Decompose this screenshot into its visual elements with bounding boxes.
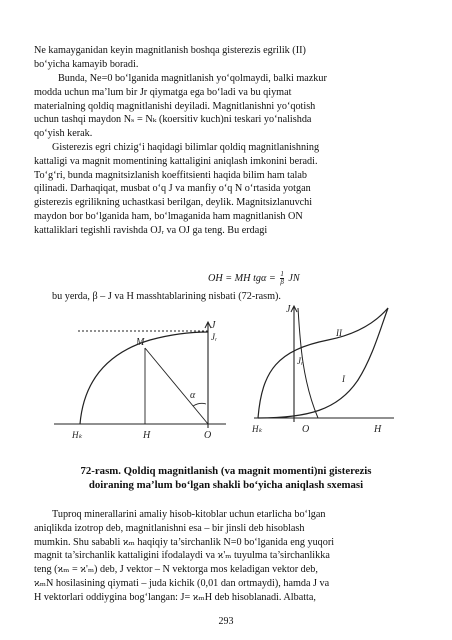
text-line: Gisterezis egri chizig‘i haqidagi bilimlar qoldiq magnitlanishning [52,142,320,153]
text-line: gisterezis egrilikning uchastkasi berilgan, deylik. Magnitsizlanuvchi [34,197,313,209]
caption-line: 72-rasm. Qoldiq magnitlanish (va magnit momenti)ni gisterezis [80,465,372,477]
om-line [145,348,208,424]
text-line: mumkin. Shu sababli ϰₘ haqiqiy ta’sirchanlik N=0 bo‘lganida eng yuqori [34,536,335,548]
text-line: teng (ϰₘ = ϰ'ₘ) deb, J vektor – N vektorga mos keladigan vektor deb, [34,564,318,576]
text-line: kattaliklari tegishli ravishda OJᵣ va OJ ga teng. Bu erdagi [34,224,268,236]
paragraph-2 [34,72,418,141]
formula [208,271,300,286]
text-line: uchun tashqi maydon Nₛ = Nₖ (koersitiv kuch)ni teskari yo‘nalishda [34,114,312,126]
text-line: aniqlikda izotrop deb, magnitlanishni esa – bir jinsli deb hisoblash [34,522,305,534]
text-line: H vektorlari oddiygina bog‘langan: J= ϰₘH deb hisoblanadi. Albatta, [34,591,316,603]
text-line: ϰₘN hosilasining qiymati – juda kichik (0,01 dan ortmaydi), hamda J va [34,577,330,589]
label-Jr: Jᵣ [297,356,304,366]
text-line: Tuproq minerallarini amaliy hisob-kitoblar uchun etarlicha bo‘lgan [52,509,326,520]
figure-caption [34,464,418,492]
curve-II [258,308,388,418]
label-Jr: Jᵣ [211,332,218,342]
label-alpha: α [190,390,196,401]
text-line: Ne kamayganidan keyin magnitlanish boshqa gisterezis egrilik (II) [34,45,306,56]
fraction-numerator: 1 [280,270,284,278]
label-O: O [302,424,310,435]
caption-line: doiraning ma’lum bo‘lgan shakli bo‘yicha aniqlash sxemasi [88,479,364,491]
text-line: kattaligi va magnit momentining kattaligini aniqlash imkonini beradi. [34,155,318,167]
text-line: magnit ta’sirchanlik kattaligini ifodalaydi va ϰ'ₘ tuyulma ta’sirchanlikka [34,550,330,562]
text-line: materialning qoldiq magnitlanishi deyiladi. Magnitlanishni yo‘qotish [34,100,316,112]
text-line: bo‘yicha kamayib boradi. [34,58,139,70]
text-line: bu yerda, β – J va H masshtablarining nisbati (72-rasm). [52,291,281,302]
hysteresis-diagram-right [248,300,398,440]
text-line: qilinadi. Darhaqiqat, musbat o‘q J va manfiy o‘q N o‘rtasida yotgan [34,183,311,195]
formula-fraction [280,271,284,286]
label-Hk: Hₖ [252,424,263,434]
hysteresis-diagram-left [50,318,232,442]
paragraph-3 [34,141,418,238]
label-O: O [204,430,212,441]
label-Hk: Hₖ [72,430,83,440]
label-M: M [136,337,145,348]
text-line: Bunda, Ne=0 bo‘lganida magnitlanish yo‘qolmaydi, balki mazkur [58,73,327,84]
paragraph-1 [34,44,418,72]
page-number: 293 [218,616,234,627]
fraction-denominator: β [280,278,284,286]
label-J: J [211,320,216,331]
label-H: H [374,424,382,435]
label-I: I [342,374,345,384]
label-II: II [336,328,342,338]
text-line: modda uchun ma’lum bir Jr qiymatga ega bo‘ladi va bu qiymat [34,86,292,98]
formula-left: OH = MH tgα = [208,272,276,284]
text-line: To‘g‘ri, bunda magnitsizlanish koeffitsienti haqida bilim ham talab [34,169,307,181]
label-H: H [143,430,151,441]
alpha-arc [193,403,206,406]
text-line: qo‘yish kerak. [34,128,93,140]
text-line: maydon bor bo‘lganida ham, bo‘lmaganida ham magnitlanish ON [34,210,303,222]
label-J: J [286,304,291,315]
paragraph-5 [34,508,418,605]
formula-right: JN [288,272,300,284]
